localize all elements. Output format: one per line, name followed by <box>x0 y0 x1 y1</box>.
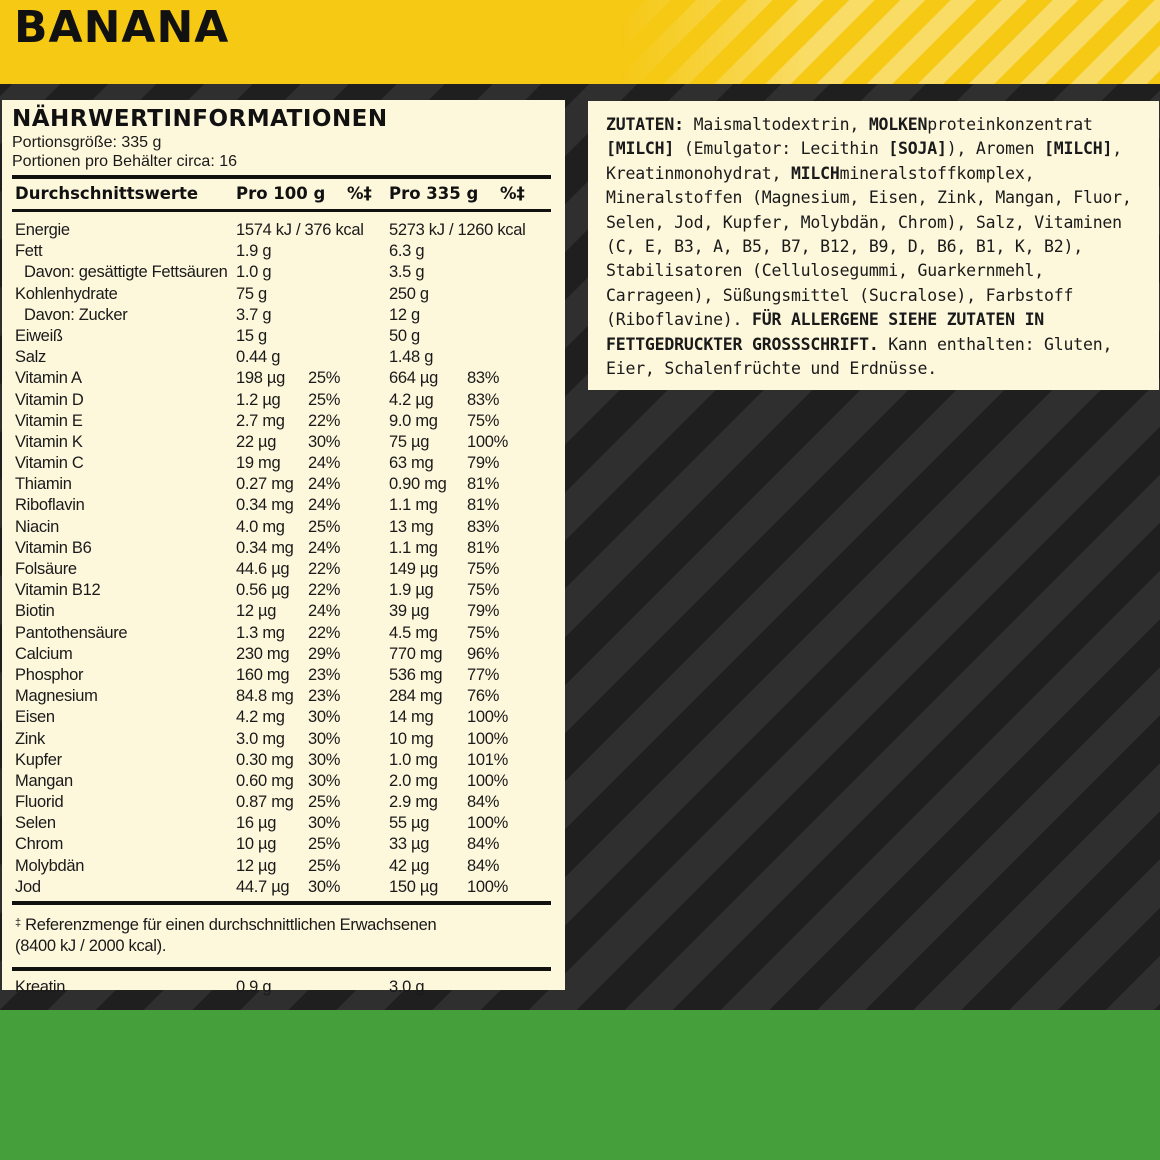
table-row <box>12 368 551 389</box>
nutrient-name: Eisen <box>15 708 55 727</box>
table-row <box>12 792 551 813</box>
flavor-title: BANANA <box>14 2 230 53</box>
value-per335: 9.0 mg <box>389 411 438 430</box>
value-per100: 230 mg <box>236 644 290 663</box>
ingredient-segment: proteinkonzentrat <box>927 115 1093 134</box>
value-per335: 250 g <box>389 284 429 303</box>
ingredient-bold-segment: [SOJA] <box>888 139 947 159</box>
ingredient-bold-segment: MOLKEN <box>868 115 928 134</box>
percent-per335: 100% <box>467 708 509 727</box>
ingredient-segment: ), Aromen <box>946 139 1045 159</box>
nutrient-name: Mangan <box>15 771 73 790</box>
nutrient-name: Molybdän <box>15 856 85 875</box>
value-per100: 4.0 mg <box>236 517 285 536</box>
value-per335: 3.5 g <box>389 263 425 282</box>
value-per335: 4.5 mg <box>389 623 438 642</box>
value-per335: 5273 kJ / 1260 kcal <box>389 221 526 239</box>
value-per100: 10 µg <box>236 835 277 854</box>
percent-per100: 30% <box>308 729 341 748</box>
percent-per100: 24% <box>308 538 341 557</box>
table-row <box>12 729 551 750</box>
nutrient-name: Kreatin <box>15 978 66 996</box>
percent-per335: 84% <box>467 793 500 812</box>
value-per100: 44.7 µg <box>236 877 290 896</box>
header-stripe-pattern <box>620 0 1160 84</box>
table-row <box>12 305 551 326</box>
percent-per100: 25% <box>308 856 341 875</box>
value-per335: 75 µg <box>389 432 430 451</box>
column-per100-header: Pro 100 g <box>236 184 326 203</box>
value-per335: 770 mg <box>389 644 443 663</box>
ingredient-segment: (Emulgator: Lecithin <box>674 139 889 159</box>
percent-per335: 81% <box>467 538 500 557</box>
percent-per100: 24% <box>308 454 341 473</box>
percent-per100: 29% <box>308 644 341 663</box>
ingredient-bold-segment: [MILCH] <box>606 139 675 159</box>
percent-per100: 23% <box>308 687 341 706</box>
table-row <box>12 877 551 898</box>
ingredient-bold-segment: [MILCH] <box>1044 139 1113 159</box>
value-per335: 6.3 g <box>389 242 425 261</box>
percent-per100: 30% <box>308 750 341 769</box>
nutrient-name: Phosphor <box>15 665 84 684</box>
value-per100: 22 µg <box>236 432 277 451</box>
nutrient-name: Kupfer <box>15 750 62 769</box>
percent-per335: 75% <box>467 411 500 430</box>
value-per335: 1.0 mg <box>389 750 438 769</box>
percent-per100: 25% <box>308 793 341 812</box>
table-row <box>12 856 551 877</box>
nutrition-heading: NÄHRWERTINFORMATIONEN <box>12 106 388 132</box>
percent-per100: 22% <box>308 560 341 578</box>
nutrition-facts-panel <box>2 100 565 996</box>
nutrient-name: Vitamin E <box>15 411 83 430</box>
percent-per100: 22% <box>308 623 341 642</box>
table-row <box>12 220 551 241</box>
value-per100: 0.60 mg <box>236 771 294 790</box>
value-per335: 0.90 mg <box>389 475 447 494</box>
nutrition-column-header <box>12 179 551 209</box>
serving-size: Portionsgröße: 335 g <box>12 134 162 151</box>
percent-per335: 81% <box>467 475 500 494</box>
value-per100: 0.27 mg <box>236 475 294 494</box>
nutrient-name: Fluorid <box>15 793 64 812</box>
value-per335: 150 µg <box>389 877 438 896</box>
percent-per100: 30% <box>308 708 341 727</box>
value-per100: 4.2 mg <box>236 708 285 727</box>
value-per100: 12 µg <box>236 856 277 875</box>
value-per335: 1.48 g <box>389 348 434 367</box>
nutrient-name: Energie <box>15 221 70 239</box>
table-row <box>12 750 551 771</box>
value-per100: 1.3 mg <box>236 623 285 642</box>
percent-per100: 30% <box>308 771 341 790</box>
value-per335: 33 µg <box>389 835 430 854</box>
table-row <box>12 665 551 686</box>
table-row <box>12 326 551 347</box>
percent-per335: 100% <box>467 771 509 790</box>
reference-marker: ‡ <box>15 917 21 929</box>
divider <box>12 967 551 971</box>
percent-per100: 30% <box>308 432 341 451</box>
percent-per335: 84% <box>467 835 500 854</box>
percent-per335: 100% <box>467 877 509 896</box>
table-row <box>12 474 551 495</box>
value-per100: 198 µg <box>236 369 285 388</box>
value-per100: 0.9 g <box>236 978 272 996</box>
value-per100: 0.34 mg <box>236 538 294 557</box>
table-row <box>12 580 551 601</box>
table-row <box>12 347 551 368</box>
value-per100: 1.2 µg <box>236 390 281 409</box>
table-row <box>12 686 551 707</box>
value-per335: 664 µg <box>389 369 438 388</box>
table-row <box>12 707 551 728</box>
value-per335: 284 mg <box>389 687 443 706</box>
value-per100: 0.34 mg <box>236 496 294 515</box>
percent-per335: 77% <box>467 665 500 684</box>
footer-band <box>0 1010 1160 1160</box>
table-row <box>12 517 551 538</box>
percent-per335: 100% <box>467 432 509 451</box>
percent-per100: 25% <box>308 390 341 409</box>
ingredient-segment: , Kreatinmonohydrat, <box>606 139 1122 183</box>
value-per335: 39 µg <box>389 602 430 621</box>
value-per100: 84.8 mg <box>236 687 294 706</box>
percent-per335: 75% <box>467 560 500 578</box>
value-per335: 50 g <box>389 326 420 345</box>
percent-per335: 75% <box>467 581 500 600</box>
percent-per100: 22% <box>308 411 341 430</box>
value-per100: 0.56 µg <box>236 581 290 600</box>
percent-per335: 96% <box>467 644 500 663</box>
nutrient-name: Biotin <box>15 602 55 621</box>
value-per335: 13 mg <box>389 517 434 536</box>
ingredient-segment: Maismaltodextrin, <box>683 115 869 134</box>
ingredient-bold-segment: FÜR ALLERGENE SIEHE ZUTATEN IN FETTGEDRUCKTER GROSSSCHRIFT. <box>606 310 1045 354</box>
value-per100: 160 mg <box>236 665 290 684</box>
percent-per335: 75% <box>467 623 500 642</box>
value-per100: 0.30 mg <box>236 750 294 769</box>
servings-per-container: Portionen pro Behälter circa: 16 <box>12 153 238 170</box>
table-row <box>12 390 551 411</box>
nutrient-name: Vitamin A <box>15 369 82 388</box>
flavor-header <box>0 0 1160 84</box>
column-name-header: Durchschnittswerte <box>15 184 199 203</box>
reference-footnote <box>12 905 551 963</box>
nutrient-name: Riboflavin <box>15 496 85 515</box>
value-per335: 149 µg <box>389 560 438 578</box>
nutrient-name: Vitamin B6 <box>15 538 92 557</box>
value-per100: 19 mg <box>236 454 281 473</box>
ingredient-bold-segment: ZUTATEN: <box>606 115 684 134</box>
nutrient-name: Vitamin C <box>15 454 84 473</box>
percent-per100: 24% <box>308 496 341 515</box>
value-per100: 1574 kJ / 376 kcal <box>236 221 364 239</box>
ingredient-segment: Kann enthalten: Gluten, Eier, Schalenfrüchte und Erdnüsse. <box>606 334 1113 379</box>
table-row <box>12 813 551 834</box>
nutrient-name: Vitamin B12 <box>15 581 101 600</box>
nutrient-name: Kohlenhydrate <box>15 284 118 303</box>
column-pct100-header: %‡ <box>347 184 372 203</box>
table-row <box>12 411 551 432</box>
nutrient-name: Salz <box>15 348 46 367</box>
ingredients-panel <box>588 101 1159 390</box>
table-row <box>12 262 551 283</box>
value-per335: 14 mg <box>389 708 434 727</box>
table-row <box>12 538 551 559</box>
table-row <box>12 601 551 622</box>
nutrient-name: Selen <box>15 814 56 833</box>
percent-per100: 24% <box>308 602 341 621</box>
value-per100: 0.87 mg <box>236 793 294 812</box>
percent-per335: 100% <box>467 729 509 748</box>
ingredients-text <box>606 113 1149 381</box>
reference-line-2: (8400 kJ / 2000 kcal). <box>15 937 167 955</box>
value-per335: 55 µg <box>389 814 430 833</box>
value-per100: 3.0 mg <box>236 729 285 748</box>
value-per335: 63 mg <box>389 454 434 473</box>
percent-per100: 22% <box>308 581 341 600</box>
value-per335: 42 µg <box>389 856 430 875</box>
nutrient-table <box>12 212 551 897</box>
reference-line-1: Referenzmenge für einen durchschnittlichen Erwachsenen <box>25 916 437 934</box>
table-row <box>12 623 551 644</box>
value-per100: 12 µg <box>236 602 277 621</box>
percent-per335: 101% <box>467 750 509 769</box>
table-row-kreatin <box>12 977 551 998</box>
value-per100: 1.0 g <box>236 263 272 282</box>
value-per100: 15 g <box>236 326 267 345</box>
percent-per335: 79% <box>467 454 500 473</box>
table-row <box>12 432 551 453</box>
nutrient-name: Calcium <box>15 644 73 663</box>
ingredient-segment: mineralstoffkomplex, Mineralstoffen (Magnesium, Eisen, Zink, Mangan, Fluor, Selen, Jod, Kupfer, Molybdän, Chrom), Salz, Vitaminen (C, E, B3, A, B5, B7, B12, B9, D, B6, B1, K, B2), Stabilisatoren (Cellulosegummi, Guarkernmehl, Carrageen), Süßungsmittel (Sucralose), Farbstoff (Riboflavine). <box>606 163 1132 330</box>
value-per335: 536 mg <box>389 665 443 684</box>
percent-per335: 79% <box>467 602 500 621</box>
value-per100: 16 µg <box>236 814 277 833</box>
table-row <box>12 453 551 474</box>
nutrient-name: Pantothensäure <box>15 623 128 642</box>
percent-per335: 83% <box>467 517 500 536</box>
percent-per100: 25% <box>308 517 341 536</box>
nutrient-name: Davon: gesättigte Fettsäuren <box>24 263 228 282</box>
percent-per100: 25% <box>308 835 341 854</box>
table-row <box>12 834 551 855</box>
value-per335: 10 mg <box>389 729 434 748</box>
value-per100: 75 g <box>236 284 267 303</box>
nutrient-name: Jod <box>15 877 41 896</box>
nutrient-name: Eiweiß <box>15 326 63 345</box>
value-per335: 12 g <box>389 305 420 324</box>
table-row <box>12 559 551 580</box>
table-row <box>12 771 551 792</box>
value-per100: 44.6 µg <box>236 560 290 578</box>
nutrient-name: Folsäure <box>15 560 77 578</box>
value-per335: 2.9 mg <box>389 793 438 812</box>
column-pct335-header: %‡ <box>500 184 525 203</box>
percent-per335: 83% <box>467 390 500 409</box>
nutrient-name: Fett <box>15 242 43 261</box>
percent-per335: 76% <box>467 687 500 706</box>
nutrient-name: Davon: Zucker <box>24 305 128 324</box>
nutrient-name: Vitamin K <box>15 432 83 451</box>
nutrient-name: Niacin <box>15 517 60 536</box>
value-per335: 3.0 g <box>389 978 425 996</box>
nutrient-name: Thiamin <box>15 475 72 494</box>
percent-per100: 23% <box>308 665 341 684</box>
column-per335-header: Pro 335 g <box>389 184 479 203</box>
value-per335: 4.2 µg <box>389 390 434 409</box>
percent-per335: 100% <box>467 814 509 833</box>
value-per100: 3.7 g <box>236 305 272 324</box>
value-per100: 1.9 g <box>236 242 272 261</box>
table-row <box>12 284 551 305</box>
value-per100: 2.7 mg <box>236 411 285 430</box>
percent-per100: 30% <box>308 877 341 896</box>
value-per335: 1.9 µg <box>389 581 434 600</box>
table-row <box>12 241 551 262</box>
value-per335: 1.1 mg <box>389 496 438 515</box>
percent-per335: 81% <box>467 496 500 515</box>
nutrient-name: Chrom <box>15 835 64 854</box>
nutrient-name: Magnesium <box>15 687 98 706</box>
value-per335: 2.0 mg <box>389 771 438 790</box>
percent-per335: 84% <box>467 856 500 875</box>
table-row <box>12 644 551 665</box>
percent-per100: 25% <box>308 369 341 388</box>
value-per335: 1.1 mg <box>389 538 438 557</box>
nutrient-name: Zink <box>15 729 45 748</box>
percent-per100: 24% <box>308 475 341 494</box>
nutrient-name: Vitamin D <box>15 390 84 409</box>
percent-per100: 30% <box>308 814 341 833</box>
percent-per335: 83% <box>467 369 500 388</box>
table-row <box>12 495 551 516</box>
ingredient-bold-segment: MILCH <box>790 163 840 183</box>
value-per100: 0.44 g <box>236 348 281 367</box>
